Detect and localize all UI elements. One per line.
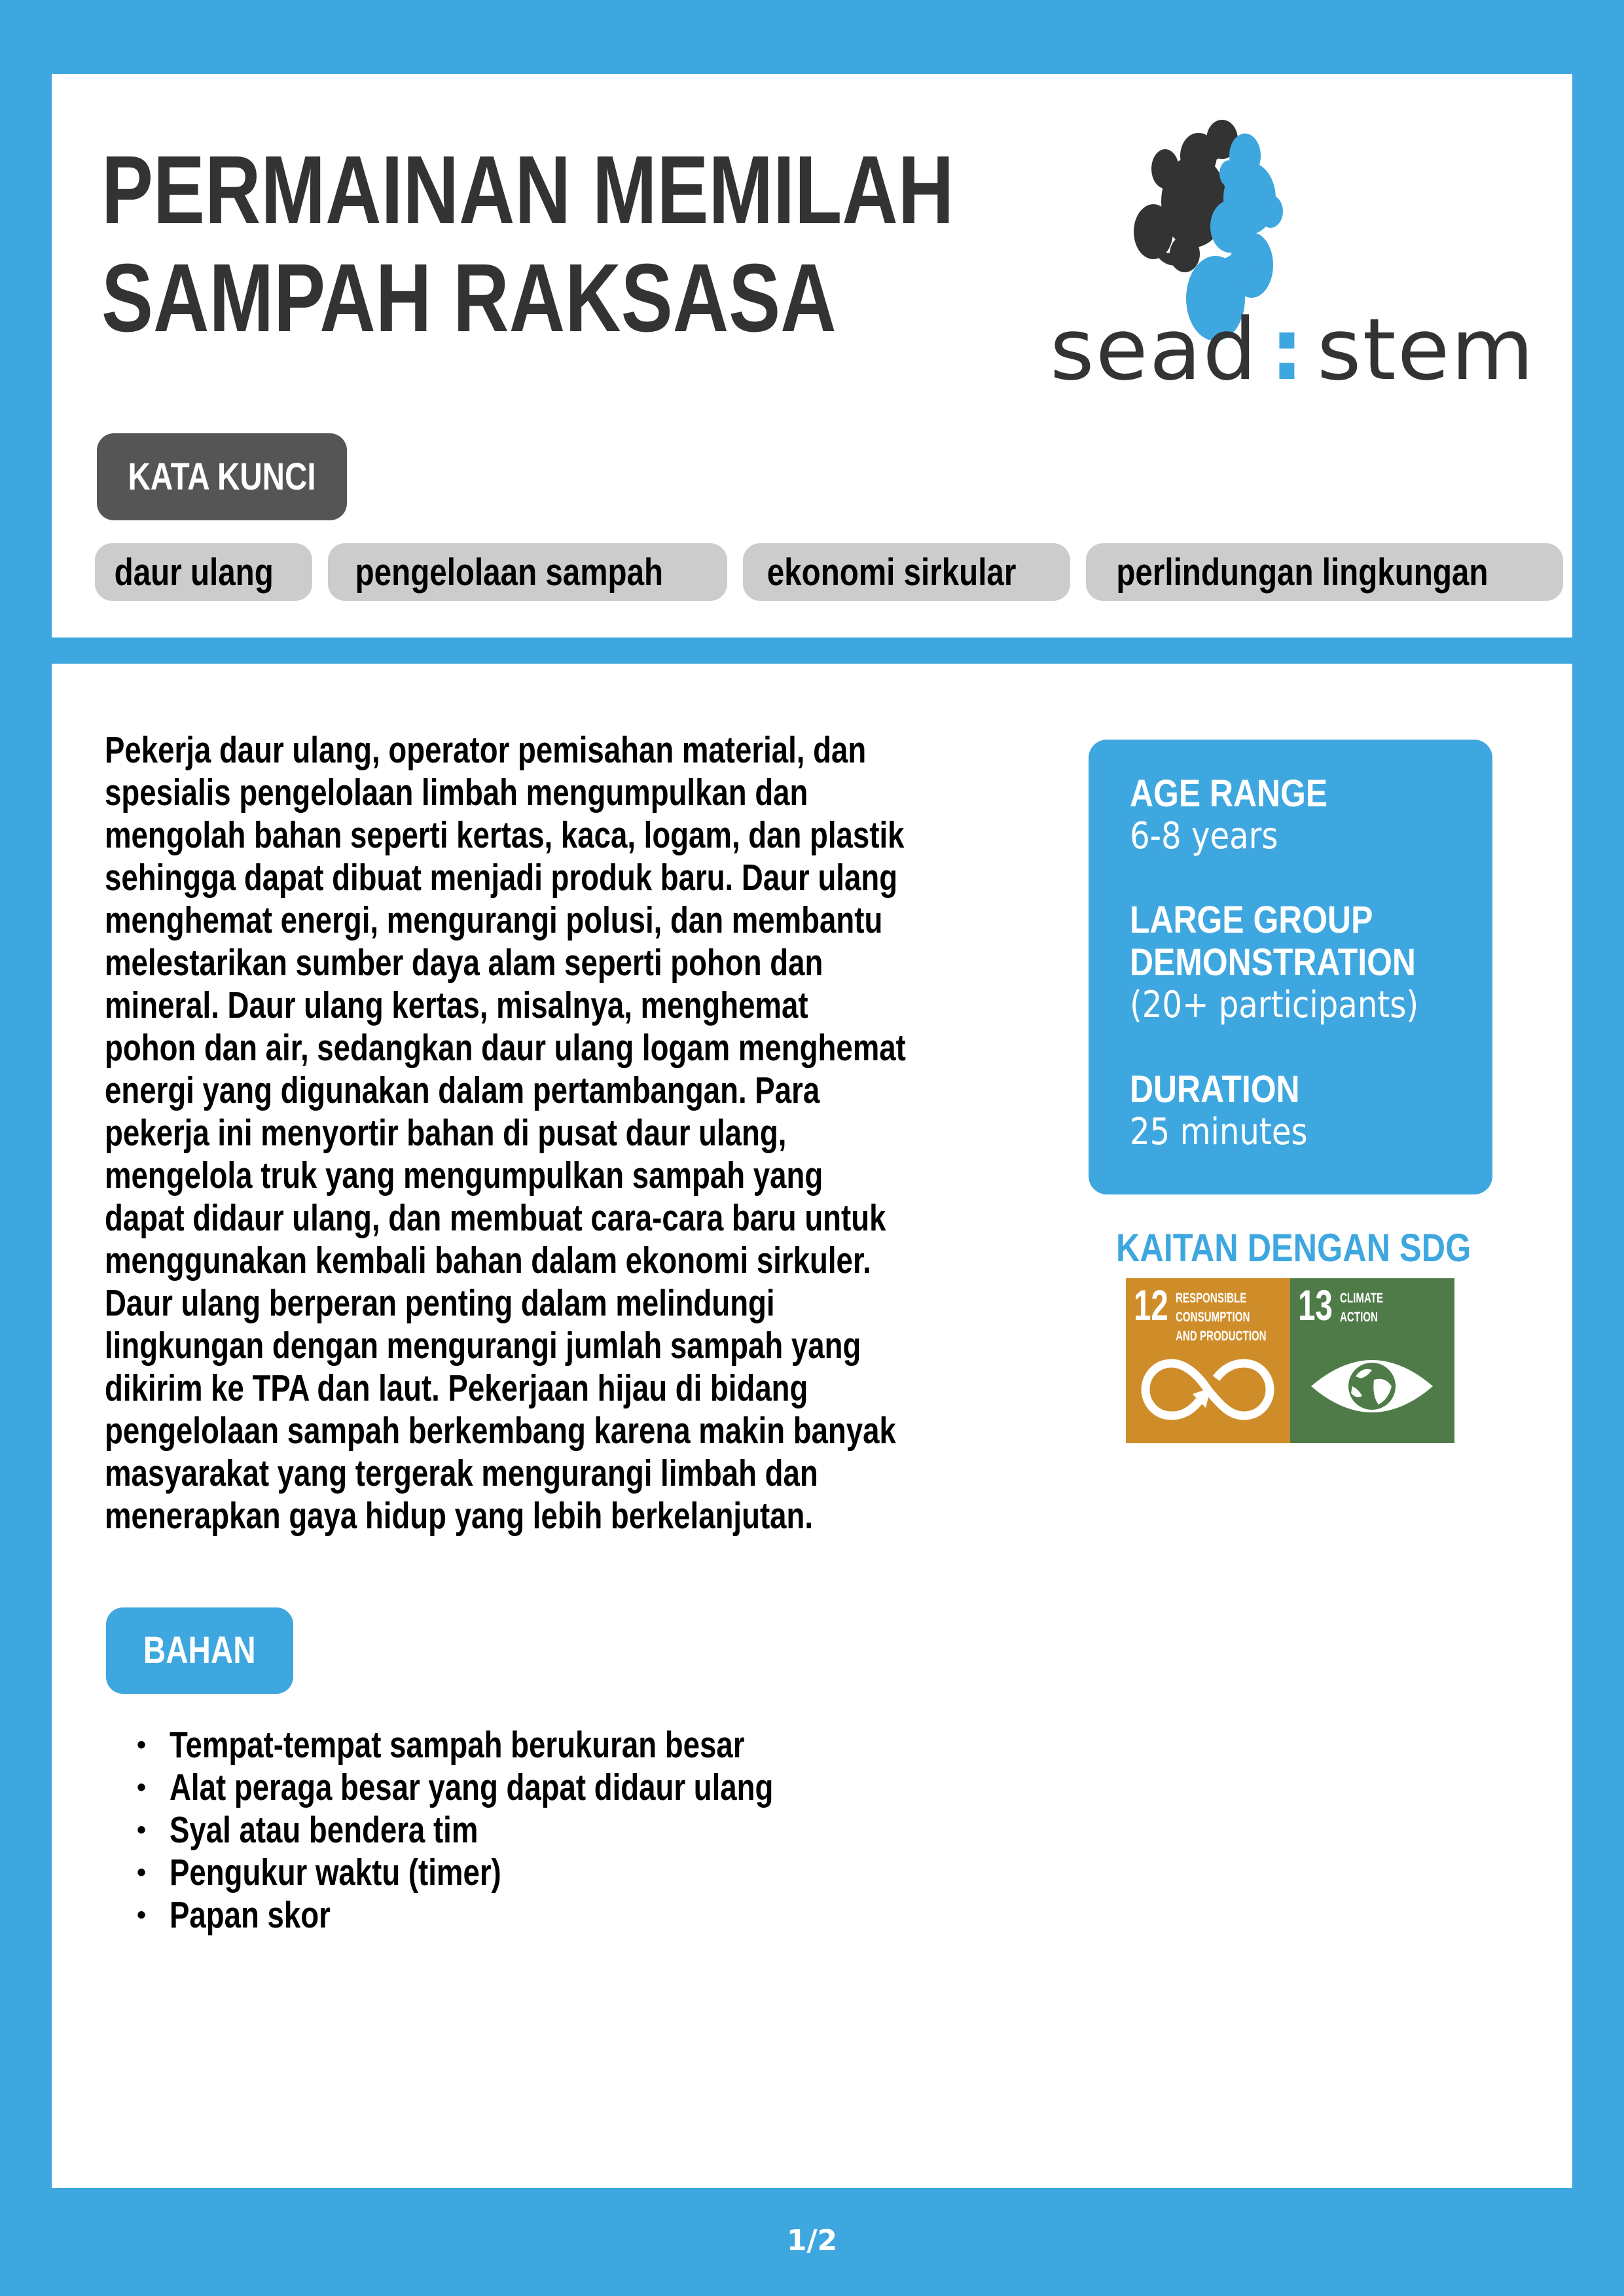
description-line: menghemat energi, mengurangi polusi, dan membantu	[105, 899, 883, 941]
list-item	[137, 1894, 924, 1937]
sdg-tile-12	[1126, 1278, 1290, 1443]
list-item-text: Syal atau bendera tim	[170, 1809, 478, 1851]
keyword-tag	[95, 543, 312, 601]
bullet-icon: •	[137, 1816, 147, 1844]
content-panel	[52, 664, 1572, 2188]
logo-word-stem: stem	[1316, 300, 1536, 399]
description-line: Pekerja daur ulang, operator pemisahan material, dan	[105, 729, 867, 771]
sdg-heading: KAITAN DENGAN SDG	[1116, 1226, 1471, 1270]
sdg-tiles	[1126, 1278, 1454, 1443]
sdg-number: 13	[1298, 1281, 1333, 1329]
page-number: 1/2	[786, 2224, 838, 2257]
group-size	[1130, 899, 1466, 1026]
keyword-tags	[95, 543, 1563, 601]
description-line: menggunakan kembali bahan dalam ekonomi sirkuler.	[105, 1240, 871, 1282]
description-line: spesialis pengelolaan limbah mengumpulkan dan	[105, 772, 808, 814]
bullet-icon: •	[137, 1731, 147, 1759]
duration	[1130, 1068, 1337, 1153]
description-line: mengelola truk yang mengumpulkan sampah yang	[105, 1155, 823, 1196]
keyword-tag-text: daur ulang	[114, 550, 274, 594]
bullet-icon: •	[137, 1773, 147, 1802]
list-item-text: Pengukur waktu (timer)	[170, 1852, 501, 1893]
logo-word-sead: sead	[1050, 300, 1258, 399]
sdg-title-line: CLIMATE	[1340, 1291, 1384, 1306]
list-item	[137, 1852, 924, 1894]
group-size-label-2: DEMONSTRATION	[1130, 941, 1416, 984]
materials-list	[137, 1724, 924, 1937]
description-line: masyarakat yang tergerak mengurangi limbah dan	[105, 1452, 818, 1494]
description-line: dikirim ke TPA dan laut. Pekerjaan hijau di bidang	[105, 1367, 808, 1409]
title-line-2: SAMPAH RAKSASA	[101, 244, 837, 352]
list-item	[137, 1724, 924, 1767]
list-item	[137, 1767, 924, 1809]
keyword-tag-text: pengelolaan sampah	[355, 550, 663, 594]
description-paragraph	[105, 729, 1005, 1537]
keyword-tag	[1086, 543, 1563, 601]
age-range-label: AGE RANGE	[1130, 772, 1328, 815]
sdg-title-line: CONSUMPTION	[1176, 1310, 1250, 1325]
activity-info-box	[1089, 740, 1492, 1194]
description-line: melestarikan sumber daya alam seperti pohon dan	[105, 942, 823, 984]
description-line: dapat didaur ulang, dan membuat cara-cara baru untuk	[105, 1197, 886, 1239]
description-line: energi yang digunakan dalam pertambangan. Para	[105, 1069, 820, 1111]
description-line: menerapkan gaya hidup yang lebih berkelanjutan.	[105, 1495, 814, 1537]
keywords-label-text: KATA KUNCI	[128, 456, 316, 498]
keyword-tag-text: ekonomi sirkular	[767, 550, 1017, 594]
duration-label: DURATION	[1130, 1068, 1300, 1111]
keyword-tag-text: perlindungan lingkungan	[1116, 550, 1489, 594]
description-line: lingkungan dengan mengurangi jumlah sampah yang	[105, 1325, 861, 1367]
logo-wordmark	[1050, 300, 1535, 399]
sdg-number: 12	[1134, 1281, 1168, 1329]
description-line: mengolah bahan seperti kertas, kaca, logam, dan plastik	[105, 814, 905, 856]
list-item-text: Papan skor	[170, 1894, 331, 1936]
keywords-label	[97, 433, 347, 520]
description-line: pengelolaan sampah berkembang karena makin banyak	[105, 1410, 896, 1452]
page-title	[101, 136, 1167, 352]
description-line: sehingga dapat dibuat menjadi produk baru. Daur ulang	[105, 857, 898, 899]
sdg-title-line: ACTION	[1340, 1310, 1378, 1325]
materials-label-text: BAHAN	[143, 1629, 256, 1672]
list-item	[137, 1809, 924, 1852]
age-range-value: 6-8 years	[1130, 815, 1278, 857]
age-range	[1130, 772, 1360, 857]
description-line: pekerja ini menyortir bahan di pusat daur ulang,	[105, 1112, 787, 1154]
duration-value: 25 minutes	[1130, 1111, 1308, 1153]
eye-globe-icon	[1290, 1340, 1454, 1443]
group-size-label-1: LARGE GROUP	[1130, 899, 1373, 941]
materials-label	[106, 1607, 293, 1694]
sdg-tile-13	[1290, 1278, 1454, 1443]
description-line: pohon dan air, sedangkan daur ulang logam menghemat	[105, 1027, 906, 1069]
bullet-icon: •	[137, 1858, 147, 1887]
infinity-arrow-icon	[1126, 1340, 1290, 1443]
sdg-title	[1176, 1289, 1267, 1346]
description-line: mineral. Daur ulang kertas, misalnya, menghemat	[105, 984, 808, 1026]
keyword-tag	[328, 543, 727, 601]
title-line-1: PERMAINAN MEMILAH	[101, 136, 954, 244]
sdg-title	[1340, 1289, 1383, 1327]
group-size-value: (20+ participants)	[1130, 984, 1419, 1026]
sdg-title-line: AND PRODUCTION	[1176, 1329, 1267, 1344]
bullet-icon: •	[137, 1901, 147, 1929]
list-item-text: Alat peraga besar yang dapat didaur ulang	[170, 1767, 774, 1808]
sdg-title-line: RESPONSIBLE	[1176, 1291, 1247, 1306]
keyword-tag	[743, 543, 1070, 601]
description-line: Daur ulang berperan penting dalam melindungi	[105, 1282, 775, 1324]
logo-separator: :	[1269, 300, 1305, 399]
header-panel	[52, 74, 1572, 637]
list-item-text: Tempat-tempat sampah berukuran besar	[170, 1724, 745, 1766]
